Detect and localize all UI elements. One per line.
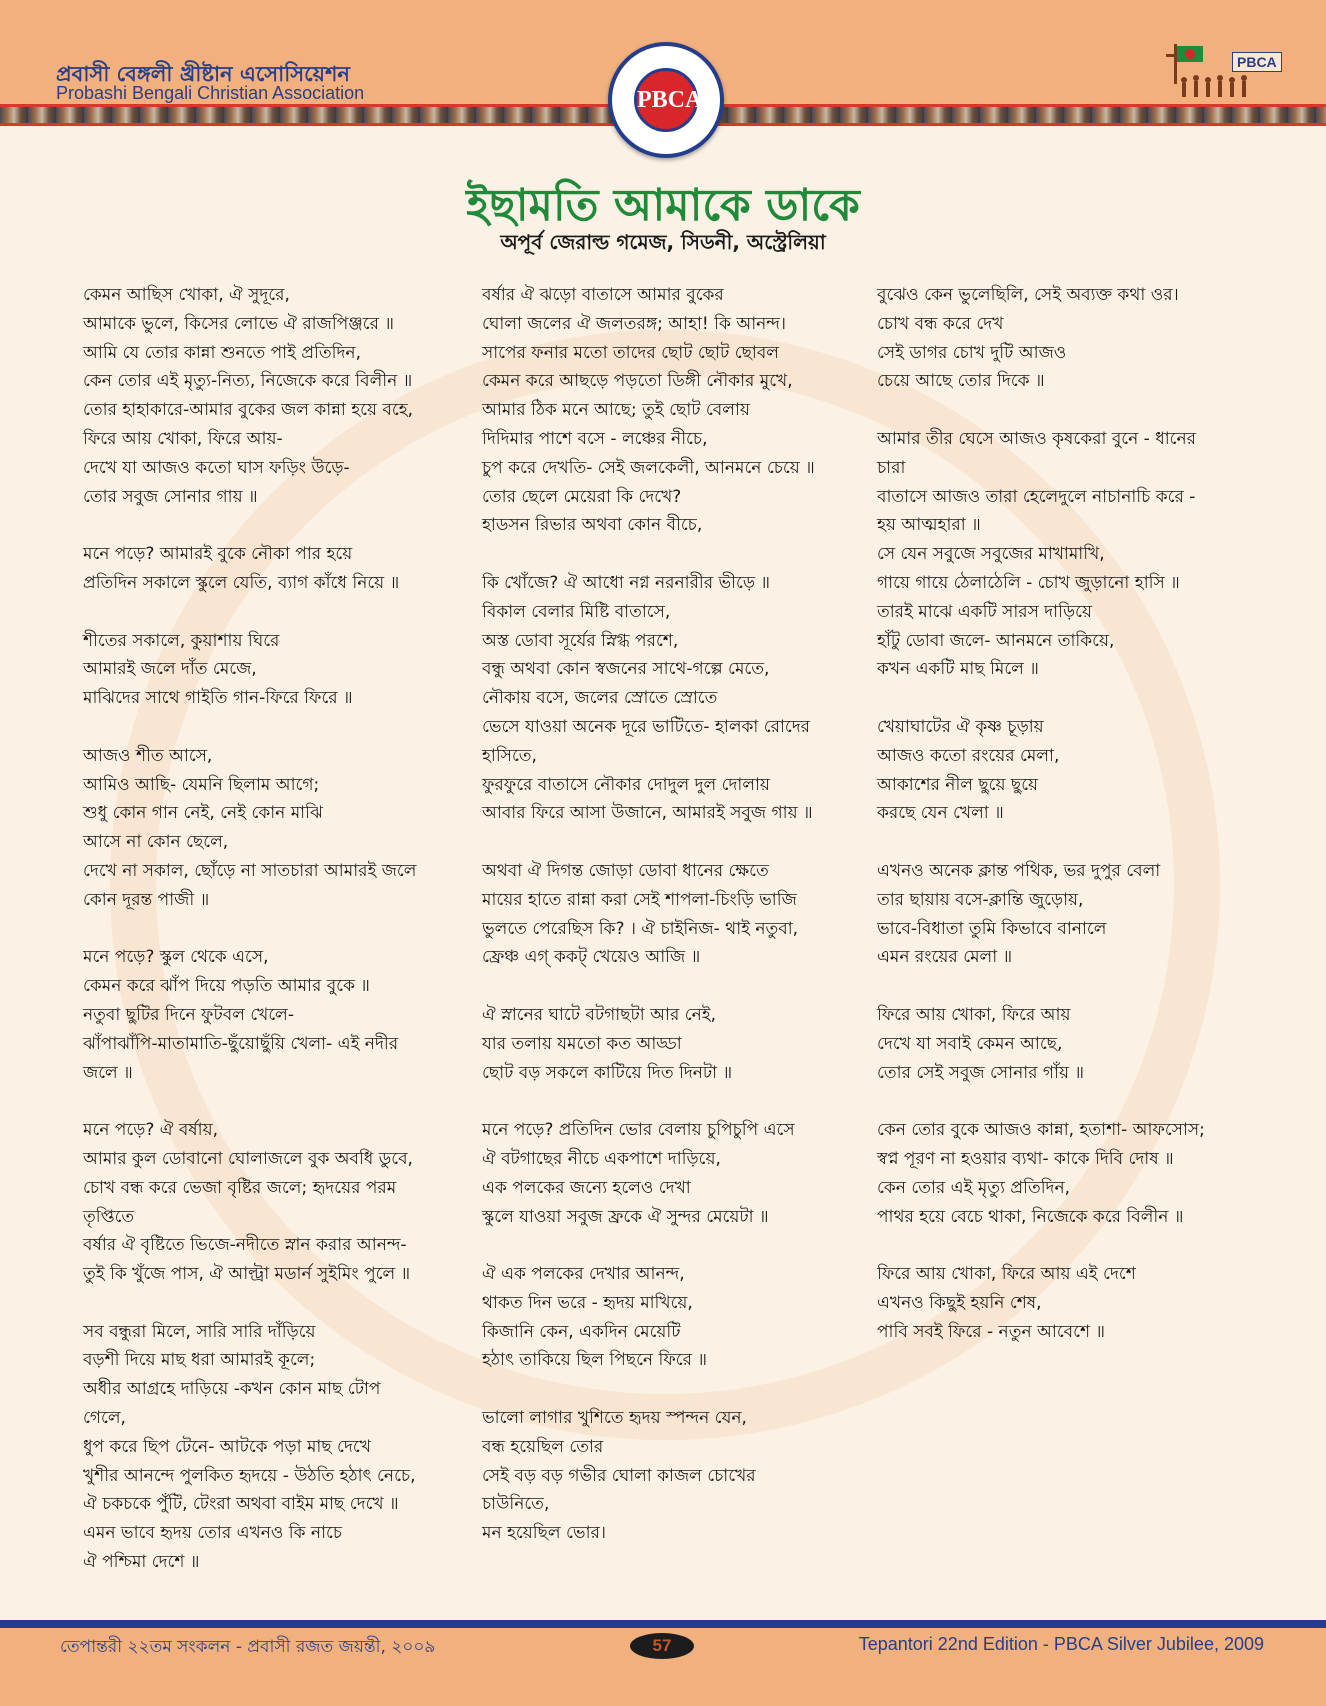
poem-line: হাঁটু ডোবা জলে- আনমনে তাকিয়ে, bbox=[877, 630, 1115, 651]
poem-line: কেন তোর বুকে আজও কান্না, হতাশা- আফসোস; bbox=[877, 1120, 1205, 1141]
poem-line: চাউনিতে, bbox=[482, 1494, 550, 1515]
poem-line: নৌকায় বসে, জলের স্রোতে স্রোতে bbox=[482, 688, 718, 709]
poem-line: দেখে যা আজও কতো ঘাস ফড়িং উড়ে- bbox=[83, 457, 350, 478]
poem-line: যার তলায় যমতো কত আড্ডা bbox=[482, 1033, 682, 1054]
poem-line: ঘোলা জলের ঐ জলতরঙ্গ; আহা! কি আনন্দ। bbox=[482, 313, 787, 334]
footer-edition-english: Tepantori 22nd Edition - PBCA Silver Jubilee, 2009 bbox=[858, 1634, 1264, 1654]
poem-line bbox=[482, 1087, 815, 1116]
poem-line: আকাশের নীল ছুয়ে ছুয়ে bbox=[877, 774, 1039, 795]
poem-line bbox=[482, 1231, 815, 1260]
poem-line: শীতের সকালে, কুয়াশায় ঘিরে bbox=[83, 630, 280, 651]
org-name-english: Probashi Bengali Christian Association bbox=[56, 83, 365, 103]
poem-line: মনে পড়ে? স্কুল থেকে এসে, bbox=[83, 947, 269, 968]
footer-rule bbox=[0, 1620, 1326, 1628]
poem-line: সে যেন সবুজে সবুজের মাখামাখি, bbox=[877, 544, 1105, 565]
poem-line bbox=[877, 684, 1205, 713]
poem-line: গায়ে গায়ে ঠেলাঠেলি - চোখ জুড়ানো হাসি ॥ bbox=[877, 572, 1180, 593]
poem-line: মনে পড়ে? ঐ বর্ষায়, bbox=[83, 1120, 219, 1141]
poem-line: হয় আত্মহারা ॥ bbox=[877, 515, 981, 536]
poem-line: বন্ধু অথবা কোন স্বজনের সাথে-গল্পে মেতে, bbox=[482, 659, 770, 680]
poem-line: মায়ের হাতে রান্না করা সেই শাপলা-চিংড়ি ভাজি bbox=[482, 889, 797, 910]
poem-line: কেন তোর এই মৃত্যু-নিত্য, নিজেকে করে বিলীন ॥ bbox=[83, 371, 413, 392]
poem-line: কিজানি কেন, একদিন মেয়েটি bbox=[482, 1321, 681, 1342]
poem-line: এখনও কিছুই হয়নি শেষ, bbox=[877, 1292, 1042, 1313]
poem-line bbox=[83, 598, 416, 627]
poem-line: ভুলতে পেরেছিস কি? । ঐ চাইনিজ- থাই নতুবা, bbox=[482, 918, 799, 939]
poem-line: সেই ডাগর চোখ দুটি আজও bbox=[877, 342, 1067, 363]
poem-line: আজও শীত আসে, bbox=[83, 745, 213, 766]
poem-line: কোন দূরন্ত পাজী ॥ bbox=[83, 889, 210, 910]
poem-line: ছোট বড় সকলে কাটিয়ে দিত দিনটা ॥ bbox=[482, 1062, 733, 1083]
poem-line: কেমন করে ঝাঁপ দিয়ে পড়তি আমার বুকে ॥ bbox=[83, 976, 370, 997]
poem-line: আমার ঠিক মনে আছে; তুই ছোট বেলায় bbox=[482, 400, 750, 421]
page-number: 57 bbox=[630, 1633, 694, 1659]
poem-line: ফিরে আয় খোকা, ফিরে আয় এই দেশে bbox=[877, 1264, 1136, 1285]
poem-line: তোর সেই সবুজ সোনার গাঁয় ॥ bbox=[877, 1062, 1085, 1083]
poem-line: বন্ধ হয়েছিল তোর bbox=[482, 1436, 604, 1457]
poem-line: চোখ বন্ধ করে দেখ bbox=[877, 313, 1004, 334]
poem-line: আবার ফিরে আসা উজানে, আমারই সবুজ গায় ॥ bbox=[482, 803, 813, 824]
poem-line bbox=[83, 713, 416, 742]
poem-line: প্রতিদিন সকালে স্কুলে যেতি, ব্যাগ কাঁধে নিয়ে ॥ bbox=[83, 572, 400, 593]
poem-line bbox=[83, 915, 416, 944]
poem-line: হাডসন রিভার অথবা কোন বীচে, bbox=[482, 515, 703, 536]
poem-line: পাবি সবই ফিরে - নতুন আবেশে ॥ bbox=[877, 1321, 1106, 1342]
org-name-bengali: প্রবাসী বেঙ্গলী খ্রীষ্টান এসোসিয়েশন bbox=[56, 62, 350, 86]
poem-line: কেমন আছিস খোকা, ঐ সুদূরে, bbox=[83, 285, 290, 305]
poem-line: পাথর হয়ে বেচে থাকা, নিজেকে করে বিলীন ॥ bbox=[877, 1206, 1184, 1227]
poem-line bbox=[877, 828, 1205, 857]
poem-line: কি খোঁজে? ঐ আধো নগ্ন নরনারীর ভীড়ে ॥ bbox=[482, 572, 771, 593]
poem-line: করছে যেন খেলা ॥ bbox=[877, 803, 1004, 824]
poem-line bbox=[877, 1087, 1205, 1116]
poem-line: স্বপ্ন পূরণ না হওয়ার ব্যথা- কাকে দিবি দোষ ॥ bbox=[877, 1148, 1174, 1169]
poem-line: ঝাঁপাঝাঁপি-মাতামাতি-ছুঁয়োছুঁয়ি খেলা- এই নদীর bbox=[83, 1033, 399, 1054]
poem-line: তৃপ্তিতে bbox=[83, 1206, 135, 1227]
poem-line: খুশীর আনন্দে পুলকিত হৃদয়ে - উঠতি হঠাৎ নেচে, bbox=[83, 1465, 416, 1486]
poem-line: ঐ স্নানের ঘাটে বটগাছটা আর নেই, bbox=[482, 1004, 716, 1025]
pbca-emblem-logo bbox=[608, 42, 724, 158]
poem-line: তোর ছেলে মেয়েরা কি দেখে? bbox=[482, 486, 682, 507]
poem-line: হঠাৎ তাকিয়ে ছিল পিছনে ফিরে ॥ bbox=[482, 1350, 707, 1371]
poem-line: আমাকে ভুলে, কিসের লোভে ঐ রাজপিঞ্জরে ॥ bbox=[83, 313, 394, 334]
poem-line: হাসিতে, bbox=[482, 745, 537, 766]
poem-line: আসে না কোন ছেলে, bbox=[83, 832, 229, 853]
poem-line bbox=[482, 972, 815, 1001]
poem-line: বড়শী দিয়ে মাছ ধরা আমারই কূলে; bbox=[83, 1350, 316, 1371]
poem-line: কখন একটি মাছ মিলে ॥ bbox=[877, 659, 1039, 680]
poem-line: মন হয়েছিল ভোর। bbox=[482, 1523, 606, 1544]
poem-line: ভালো লাগার খুশিতে হৃদয় স্পন্দন যেন, bbox=[482, 1408, 747, 1429]
poem-line: ঐ বটগাছের নীচে একপাশে দাড়িয়ে, bbox=[482, 1148, 721, 1169]
poem-line: তারই মাঝে একটি সারস দাড়িয়ে bbox=[877, 601, 1092, 622]
poem-line: আমার কুল ডোবানো ঘোলাজলে বুক অবধি ডুবে, bbox=[83, 1148, 413, 1169]
poem-line: তোর সবুজ সোনার গায় ॥ bbox=[83, 486, 258, 507]
poem-line: ঐ এক পলকের দেখার আনন্দ, bbox=[482, 1264, 685, 1285]
poem-line: স্কুলে যাওয়া সবুজ ফ্রকে ঐ সুন্দর মেয়েটা ॥ bbox=[482, 1206, 769, 1227]
poem-line: ফিরে আয় খোকা, ফিরে আয়- bbox=[83, 428, 283, 449]
poem-line: খেয়াঘাটের ঐ কৃষ্ণ চূড়ায় bbox=[877, 716, 1044, 737]
poem-line: অথবা ঐ দিগন্ত জোড়া ডোবা ধানের ক্ষেতে bbox=[482, 860, 769, 881]
poem-line: চেয়ে আছে তোর দিকে ॥ bbox=[877, 371, 1045, 392]
poem-line: মাঝিদের সাথে গাইতি গান-ফিরে ফিরে ॥ bbox=[83, 688, 353, 709]
poem-column-3 bbox=[877, 281, 1205, 1346]
poem-line bbox=[482, 828, 815, 857]
poem-line: ভাবে-বিধাতা তুমি কিভাবে বানালে bbox=[877, 918, 1107, 939]
poem-line: সব বন্ধুরা মিলে, সারি সারি দাঁড়িয়ে bbox=[83, 1321, 316, 1342]
poem-line: তুই কি খুঁজে পাস, ঐ আল্ট্রা মডার্ন সুইমিং পুলে ॥ bbox=[83, 1264, 411, 1285]
poem-line: এমন রংয়ের মেলা ॥ bbox=[877, 947, 1013, 968]
poem-line bbox=[83, 1289, 416, 1318]
poem-line: আজও কতো রংয়ের মেলা, bbox=[877, 745, 1060, 766]
poem-line: বর্ষার ঐ বৃষ্টিতে ভিজে-নদীতে স্নান করার আনন্দ- bbox=[83, 1235, 407, 1256]
poem-line: চারা bbox=[877, 457, 906, 478]
poem-line: সেই বড় বড় গভীর ঘোলা কাজল চোখের bbox=[482, 1465, 756, 1486]
poem-line: বিকাল বেলার মিষ্টি বাতাসে, bbox=[482, 601, 671, 622]
poem-line: তার ছায়ায় বসে-ক্লান্তি জুড়োয়, bbox=[877, 889, 1084, 910]
poem-title: ইছামতি আমাকে ডাকে bbox=[466, 180, 860, 231]
poem-line: মনে পড়ে? প্রতিদিন ভোর বেলায় চুপিচুপি এসে bbox=[482, 1120, 795, 1141]
poem-column-2 bbox=[482, 281, 815, 1548]
pbca-mark-label: PBCA bbox=[1232, 52, 1282, 72]
footer-edition-bengali: তেপান্তরী ২২তম সংকলন - প্রবাসী রজত জয়ন্তী, ২০০৯ bbox=[60, 1637, 436, 1657]
poem-line: বাতাসে আজও তারা হেলেদুলে নাচানাচি করে - bbox=[877, 486, 1196, 507]
poem-byline: অপূর্ব জেরাল্ড গমেজ, সিডনী, অস্ট্রেলিয়া bbox=[500, 230, 826, 254]
poem-line: শুধু কোন গান নেই, নেই কোন মাঝি bbox=[83, 803, 323, 824]
poem-column-1 bbox=[83, 281, 416, 1577]
poem-line: ভেসে যাওয়া অনেক দূরে ভাটিতে- হালকা রোদের bbox=[482, 716, 811, 737]
poem-line: এমন ভাবে হৃদয় তোর এখনও কি নাচে bbox=[83, 1523, 343, 1544]
poem-line bbox=[482, 540, 815, 569]
poem-line: ফিরে আয় খোকা, ফিরে আয় bbox=[877, 1004, 1071, 1025]
poem-line: অস্ত ডোবা সূর্যের স্নিগ্ধ পরশে, bbox=[482, 630, 679, 651]
poem-line: ফ্রেঞ্চ এগ্ ককট্ খেয়েও আজি ॥ bbox=[482, 947, 701, 968]
poem-line: জলে ॥ bbox=[83, 1062, 133, 1083]
poem-line bbox=[482, 1375, 815, 1404]
poem-line bbox=[877, 972, 1205, 1001]
poem-line: দেখে না সকাল, ছোঁড়ে না সাতচারা আমারই জলে bbox=[83, 860, 417, 881]
poem-line: আমিও আছি- যেমনি ছিলাম আগে; bbox=[83, 774, 320, 795]
poem-line: বুঝেও কেন ভুলেছিলি, সেই অব্যক্ত কথা ওর। bbox=[877, 285, 1179, 305]
poem-line: এক পলকের জন্যে হলেও দেখা bbox=[482, 1177, 691, 1198]
poem-line: তোর হাহাকারে-আমার বুকের জল কান্না হয়ে বহে, bbox=[83, 400, 414, 421]
poem-line: আমারই জলে দাঁত মেজে, bbox=[83, 659, 257, 680]
poem-line bbox=[877, 396, 1205, 425]
poem-line: কেমন করে আছড়ে পড়তো ডিঙ্গী নৌকার মুখে, bbox=[482, 371, 793, 392]
pbca-emblem-text: PBCA bbox=[634, 68, 698, 132]
poem-line: নতুবা ছুটির দিনে ফুটবল খেলে- bbox=[83, 1004, 294, 1025]
poem-line: দিদিমার পাশে বসে - লঞ্চের নীচে, bbox=[482, 428, 708, 449]
poem-line: থাকত দিন ভরে - হৃদয় মাখিয়ে, bbox=[482, 1292, 693, 1313]
poem-line: চোখ বন্ধ করে ভেজা বৃষ্টির জলে; হৃদয়ের পরম bbox=[83, 1177, 397, 1198]
poem-line: ধুপ করে ছিপ টেনে- আটকে পড়া মাছ দেখে bbox=[83, 1436, 371, 1457]
poem-line: সাপের ফনার মতো তাদের ছোট ছোট ছোবল bbox=[482, 342, 779, 363]
poem-line: ঐ পশ্চিমা দেশে ॥ bbox=[83, 1552, 200, 1573]
poem-line bbox=[83, 1087, 416, 1116]
poem-line: আমার তীর ঘেসে আজও কৃষকেরা বুনে - ধানের bbox=[877, 428, 1196, 449]
poem-line: চুপ করে দেখতি- সেই জলকেলী, আনমনে চেয়ে ॥ bbox=[482, 457, 815, 478]
poem-line: আমি যে তোর কান্না শুনতে পাই প্রতিদিন, bbox=[83, 342, 361, 363]
poem-line: মনে পড়ে? আমারই বুকে নৌকা পার হয়ে bbox=[83, 544, 353, 565]
poem-line: অধীর আগ্রহে দাড়িয়ে -কখন কোন মাছ টোপ bbox=[83, 1379, 381, 1400]
poem-line: ঐ চকচকে পুঁটি, টেংরা অথবা বাইম মাছ দেখে ॥ bbox=[83, 1494, 399, 1515]
poem-line: ফুরফুরে বাতাসে নৌকার দোদুল দুল দোলায় bbox=[482, 774, 770, 795]
poem-line: গেলে, bbox=[83, 1408, 126, 1429]
poem-line bbox=[83, 511, 416, 540]
poem-line: কেন তোর এই মৃত্যু প্রতিদিন, bbox=[877, 1177, 1071, 1198]
poem-line: বর্ষার ঐ ঝড়ো বাতাসে আমার বুকের bbox=[482, 285, 724, 305]
poem-line: দেখে যা সবাই কেমন আছে, bbox=[877, 1033, 1063, 1054]
poem-line: এখনও অনেক ক্লান্ত পথিক, ভর দুপুর বেলা bbox=[877, 860, 1161, 881]
poem-line bbox=[877, 1231, 1205, 1260]
